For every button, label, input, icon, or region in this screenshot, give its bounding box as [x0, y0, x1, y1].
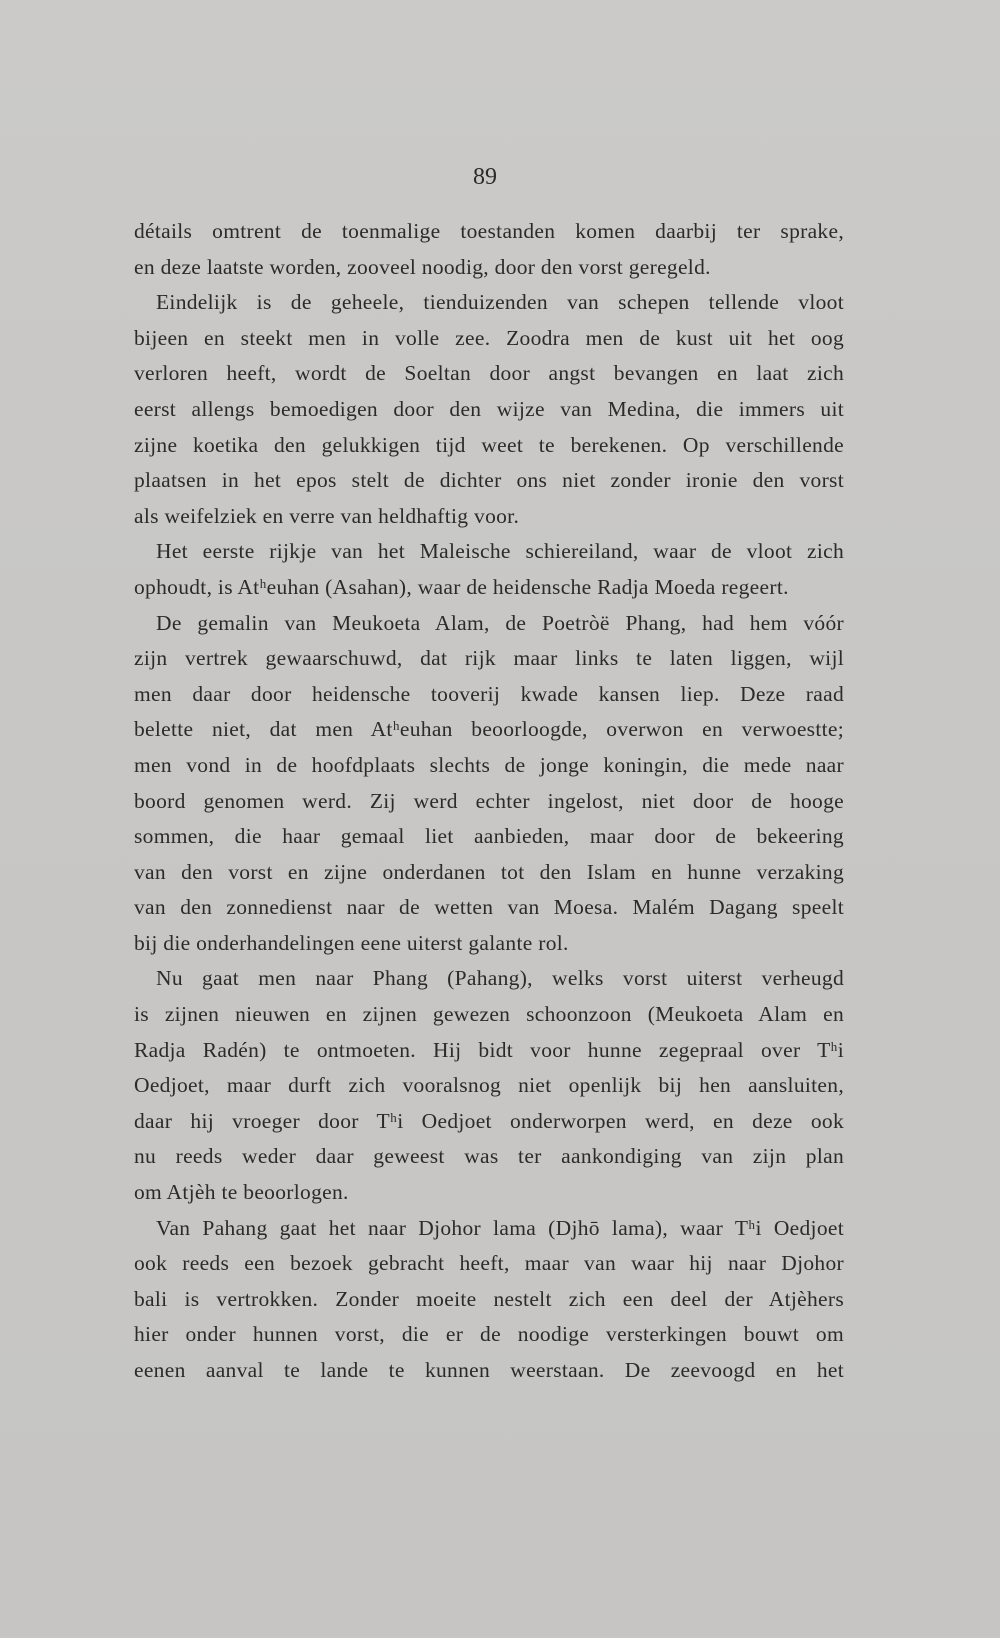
text-line: van den vorst en zijne onderdanen tot den Islam en hunne verzaking: [134, 859, 844, 884]
text-line: ophoudt, is Atʰeuhan (Asahan), waar de heidensche Radja Moeda regeert.: [134, 574, 789, 599]
text-line: boord genomen werd. Zij werd echter ingelost, niet door de hooge: [134, 788, 844, 813]
text-line: Radja Radén) te ontmoeten. Hij bidt voor hunne zegepraal over Tʰi: [134, 1037, 844, 1062]
text-line: Het eerste rijkje van het Maleische schiereiland, waar de vloot zich: [156, 539, 844, 564]
text-line: bij die onderhandelingen eene uiterst galante rol.: [134, 930, 569, 955]
text-line: plaatsen in het epos stelt de dichter ons niet zonder ironie den vorst: [134, 468, 844, 493]
text-line: eerst allengs bemoedigen door den wijze van Medina, die immers uit: [134, 396, 844, 421]
text-line: verloren heeft, wordt de Soeltan door angst bevangen en laat zich: [134, 361, 844, 386]
text-line: belette niet, dat men Atʰeuhan beoorloogde, overwon en verwoestte;: [134, 717, 844, 742]
text-line: als weifelziek en verre van heldhaftig voor.: [134, 503, 520, 528]
text-line: zijne koetika den gelukkigen tijd weet te berekenen. Op verschillende: [134, 432, 844, 457]
text-line: is zijnen nieuwen en zijnen gewezen schoonzoon (Meukoeta Alam en: [134, 1002, 844, 1027]
text-line: Eindelijk is de geheele, tienduizenden van schepen tellende vloot: [156, 290, 844, 315]
text-line: men vond in de hoofdplaats slechts de jonge koningin, die mede naar: [134, 752, 844, 777]
text-line: en deze laatste worden, zooveel noodig, door den vorst geregeld.: [134, 254, 711, 279]
text-line: zijn vertrek gewaarschuwd, dat rijk maar links te laten liggen, wijl: [134, 646, 844, 671]
text-line: daar hij vroeger door Tʰi Oedjoet onderworpen werd, en deze ook: [134, 1108, 844, 1133]
text-line: hier onder hunnen vorst, die er de noodige versterkingen bouwt om: [134, 1322, 844, 1347]
text-line: eenen aanval te lande te kunnen weerstaan. De zeevoogd en het: [134, 1358, 844, 1382]
page-number: 89: [473, 164, 497, 190]
text-line: bijeen en steekt men in volle zee. Zoodra men de kust uit het oog: [134, 325, 844, 350]
text-line: van den zonnedienst naar de wetten van Moesa. Malém Dagang speelt: [134, 895, 844, 920]
text-line: ook reeds een bezoek gebracht heeft, maar van waar hij naar Djohor: [134, 1251, 844, 1276]
text-line: nu reeds weder daar geweest was ter aankondiging van zijn plan: [134, 1144, 844, 1169]
text-line: De gemalin van Meukoeta Alam, de Poetròë Phang, had hem vóór: [156, 610, 844, 635]
text-line: détails omtrent de toenmalige toestanden komen daarbij ter sprake,: [134, 219, 844, 243]
text-line: Van Pahang gaat het naar Djohor lama (Djhō lama), waar Tʰi Oedjoet: [156, 1215, 844, 1240]
text-line: Nu gaat men naar Phang (Pahang), welks vorst uiterst verheugd: [156, 966, 844, 991]
text-line: sommen, die haar gemaal liet aanbieden, maar door de bekeering: [134, 824, 844, 849]
body-text: [134, 214, 844, 1389]
text-line: Oedjoet, maar durft zich vooralsnog niet openlijk bij hen aansluiten,: [134, 1073, 844, 1098]
text-line: men daar door heidensche tooverij kwade kansen liep. Deze raad: [134, 681, 844, 706]
text-line: bali is vertrokken. Zonder moeite nestelt zich een deel der Atjèhers: [134, 1286, 844, 1311]
text-line: om Atjèh te beoorlogen.: [134, 1180, 349, 1205]
